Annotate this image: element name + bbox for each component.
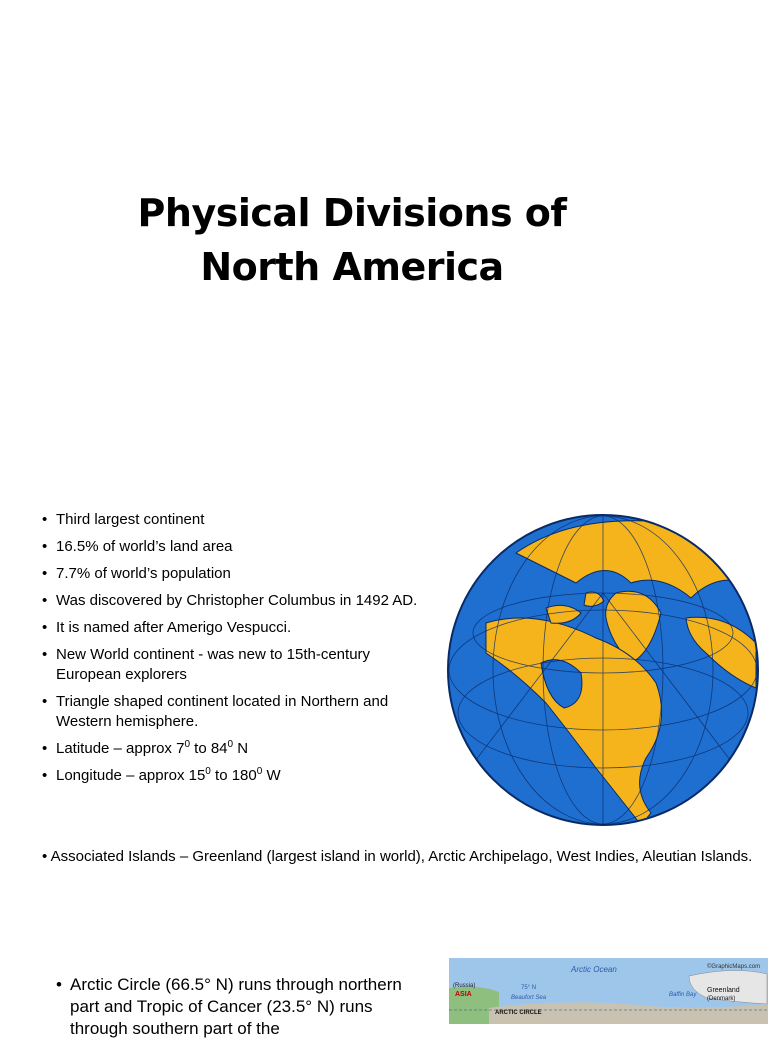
longitude-prefix: Longitude – approx 15 — [56, 767, 206, 784]
degree-sup: 0 — [256, 766, 263, 777]
longitude-item — [42, 766, 432, 786]
map-latitude-label: 75° N — [521, 985, 537, 991]
latitude-item — [42, 739, 432, 759]
latitude-prefix: Latitude – approx 7 — [56, 740, 185, 757]
map-russia-label: (Russia) — [453, 983, 476, 989]
map-denmark-label: (Denmark) — [707, 996, 736, 1002]
map-arctic-circle-label: ARCTIC CIRCLE — [495, 1010, 542, 1016]
map-greenland-label: Greenland — [707, 987, 740, 994]
list-item: • Arctic Circle (66.5° N) runs through northern part and Tropic of Cancer (23.5° N) runs through southern part of the — [56, 974, 416, 1040]
list-item: • Third largest continent — [42, 510, 432, 530]
degree-sup: 0 — [205, 766, 211, 777]
arctic-region-map-image — [449, 958, 768, 1024]
list-item: • 16.5% of world’s land area — [42, 537, 432, 557]
title-line-2: North America — [200, 245, 504, 289]
list-item: • Triangle shaped continent located in Northern and Western hemisphere. — [42, 692, 432, 732]
degree-sup: 0 — [184, 739, 190, 750]
latitude-middle: to 84 — [190, 740, 228, 757]
latitude-suffix: N — [233, 740, 249, 757]
facts-list — [42, 510, 432, 793]
list-item: • 7.7% of world’s population — [42, 564, 432, 584]
slide-title — [100, 186, 604, 294]
north-america-globe-image — [446, 513, 760, 827]
longitude-suffix: W — [262, 767, 281, 784]
list-item: • Was discovered by Christopher Columbus in 1492 AD. — [42, 591, 432, 611]
title-line-1: Physical Divisions of — [137, 191, 567, 235]
list-item: • It is named after Amerigo Vespucci. — [42, 618, 432, 638]
map-baffin-label: Baffin Bay — [669, 992, 697, 998]
associated-islands-text: • Associated Islands – Greenland (largest island in world), Arctic Archipelago, West Indies, Aleutian Islands. — [42, 848, 753, 865]
map-asia-label: ASIA — [455, 991, 472, 998]
map-ocean-label: Arctic Ocean — [571, 965, 617, 974]
list-item: • New World continent - was new to 15th-century European explorers — [42, 645, 432, 685]
degree-sup: 0 — [227, 739, 234, 750]
arctic-list — [56, 974, 416, 1040]
map-sea-label: Beaufort Sea — [511, 995, 547, 1001]
longitude-middle: to 180 — [210, 767, 257, 784]
map-credit: ©GraphicMaps.com — [707, 964, 761, 970]
